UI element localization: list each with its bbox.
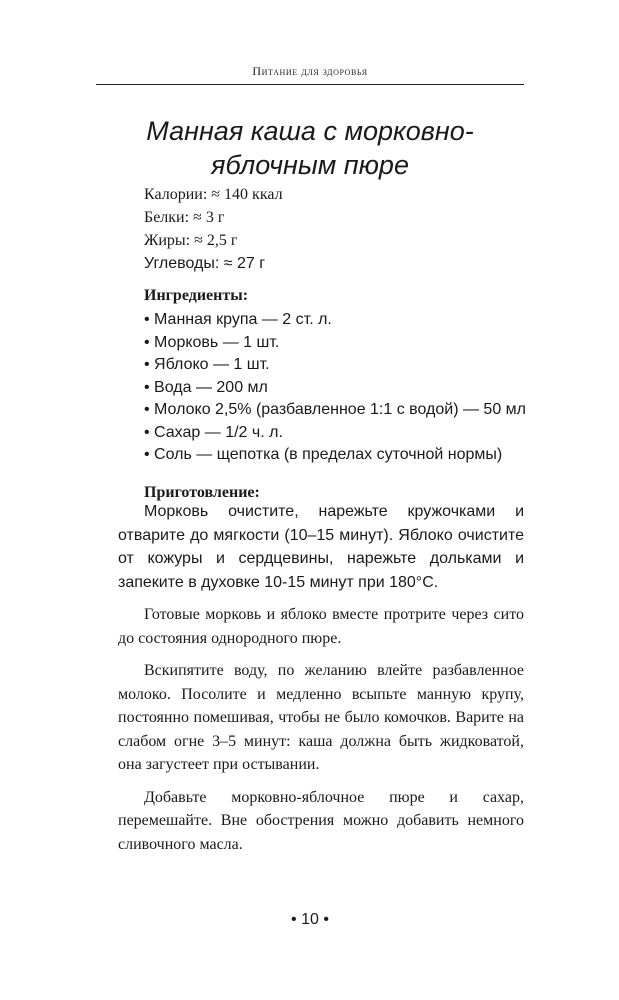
preparation-text: [118, 500, 524, 865]
ingredient-item: • Сахар — 1/2 ч. л.: [144, 422, 526, 445]
ingredient-item: • Соль — щепотка (в пределах суточной нормы): [144, 444, 526, 467]
preparation-paragraph: Добавьте морковно-яблочное пюре и сахар, перемешайте. Вне обострения можно добавить немного сливочного масла.: [118, 788, 524, 853]
ingredient-item: • Манная крупа — 2 ст. л.: [144, 309, 526, 332]
recipe-title-line-1: Манная каша с морковно-: [146, 116, 474, 146]
page-number: • 10 •: [291, 911, 329, 928]
preparation-paragraph: Готовые морковь и яблоко вместе протрите через сито до состояния однородного пюре.: [118, 606, 524, 647]
ingredient-item: • Морковь — 1 шт.: [144, 332, 526, 355]
preparation-heading: Приготовление:: [144, 484, 260, 501]
nutrition-carbs: Углеводы: ≈ 27 г: [144, 255, 266, 272]
ingredient-item: • Яблоко — 1 шт.: [144, 354, 526, 377]
ingredients-heading: Ингредиенты:: [144, 287, 249, 304]
nutrition-calories: Калории: ≈ 140 ккал: [144, 186, 283, 203]
header-rule: [96, 84, 524, 85]
ingredient-item: • Молоко 2,5% (разбавленное 1:1 с водой) — 50 мл: [144, 399, 526, 422]
running-head: Питание для здоровья: [252, 64, 368, 78]
recipe-title-line-2: яблочным пюре: [211, 150, 409, 180]
preparation-paragraph: Морковь очистите, нарежьте кружочками и отварите до мягкости (10–15 минут). Яблоко очистите от кожуры и сердцевины, нарежьте дольками и запеките в духовке 10-15 минут при 180°С.: [118, 503, 524, 591]
preparation-paragraph: Вскипятите воду, по желанию влейте разбавленное молоко. Посолите и медленно всыпьте манную крупу, постоянно помешивая, чтобы не было комочков. Варите на слабом огне 3–5 минут: каша должна быть жидковатой, она загустеет при остывании.: [118, 662, 524, 773]
ingredients-list: [144, 309, 526, 467]
nutrition-facts: [144, 183, 283, 275]
ingredient-item: • Вода — 200 мл: [144, 377, 526, 400]
nutrition-fat: Жиры: ≈ 2,5 г: [144, 232, 238, 249]
recipe-title: [96, 114, 524, 182]
nutrition-protein: Белки: ≈ 3 г: [144, 209, 225, 226]
